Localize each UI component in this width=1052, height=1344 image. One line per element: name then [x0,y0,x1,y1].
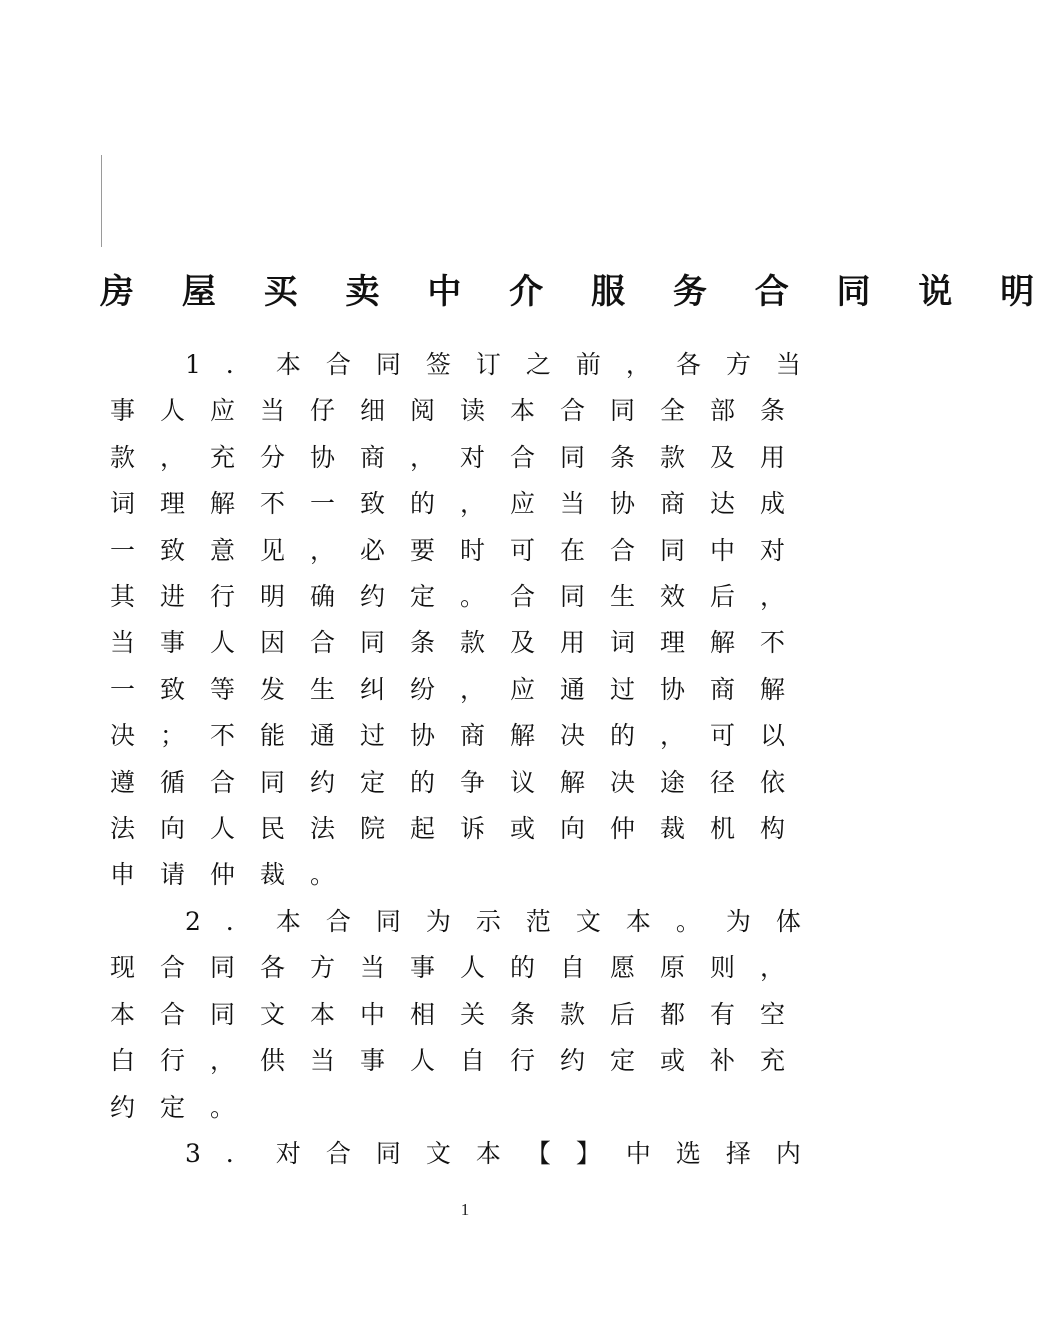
document-title: 房 屋 买 卖 中 介 服 务 合 同 说 明 [100,271,1052,312]
paragraph-3: 3．对合同文本【】中选择内 [185,1138,826,1168]
page-number: 1 [460,1200,470,1219]
document-body [110,342,840,1177]
margin-rule [101,155,102,247]
paragraph-2: 2．本合同为示范文本。为体现合同各方当事人的自愿原则，本合同文本中相关条款后都有空白行，供当事人自行约定或补充约定。 [110,906,826,1122]
paragraph-1: 1．本合同签订之前，各方当事人应当仔细阅读本合同全部条款，充分协商，对合同条款及用词理解不一致的，应当协商达成一致意见，必要时可在合同中对其进行明确约定。合同生效后，当事人因合同条款及用词理解不一致等发生纠纷，应通过协商解决；不能通过协商解决的，可以遵循合同约定的争议解决途径依法向人民法院起诉或向仲裁机构申请仲裁。 [110,350,826,890]
